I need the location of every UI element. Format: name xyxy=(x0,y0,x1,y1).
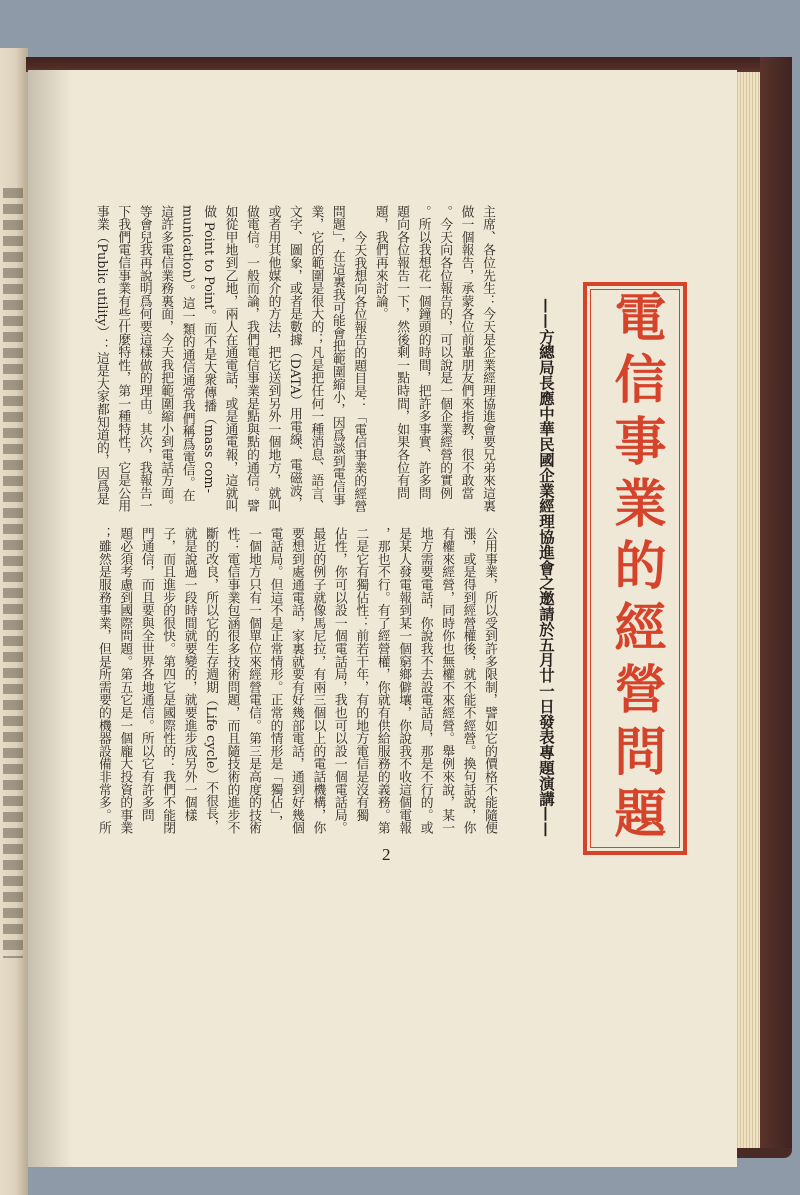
body-column: 這許多電信業務裏面，今天我把範圍縮小到電話方面。 xyxy=(158,205,174,513)
page-number: 2 xyxy=(382,845,391,864)
body-column: 如從甲地到乙地，兩人在通電話，或是通電報，這就叫 xyxy=(222,205,238,513)
body-column: 業，它的範圍是很大的；凡是把任何一種消息、語言、 xyxy=(308,205,324,513)
facing-page-text-fragments xyxy=(3,188,23,958)
body-text-upper-block xyxy=(90,205,498,517)
body-column: 今天我想向各位報告的題目是：「電信事業的經營 xyxy=(351,230,367,513)
body-column: 是某人發電報到某一個窮鄉僻壤，你說我不收這個電報 xyxy=(396,527,412,835)
body-column: ；雖然是服務事業，但是所需要的機器設備非常多。所 xyxy=(95,527,111,835)
body-column: 事業（Public utility）：這是大家都知道的，因爲是 xyxy=(93,205,109,506)
article-subtitle: ——方總局長應中華民國企業經理協進會之邀請於五月廿一日發表專題演講—— xyxy=(537,298,555,837)
body-column: 子，而且進步的很快。第四它是國際性的：我們不能閉 xyxy=(160,527,176,835)
body-column: 二是它有獨佔性：前若干年，有的地方電信是沒有獨 xyxy=(353,527,369,822)
body-column: 就是說過一段時間就要變的，就要進步成另外一個樣 xyxy=(181,527,197,822)
body-column: 等會兒我再說明爲何要這樣做的理由。其次，我報告一 xyxy=(136,205,152,513)
body-column: 佔性，你可以設一個電話局，我也可以設一個電話局。 xyxy=(331,527,347,835)
body-column: 做一個報告，承蒙各位前輩朋友們來指教，很不敢當 xyxy=(458,205,474,500)
page-stack-edges xyxy=(735,72,761,1150)
title-box xyxy=(583,282,687,855)
article-title: 電信事業的經營問題 xyxy=(605,289,665,848)
body-column: 公用事業，所以受到許多限制，譬如它的價格不能隨便 xyxy=(482,527,497,835)
body-column: 問題」，在這裏我可能會把範圍縮小，因爲談到電信事 xyxy=(329,205,345,506)
body-column: 門通信，而且要與全世界各地通信。所以它有許多問 xyxy=(138,527,154,822)
body-column: 文字、圖象，或者是數據（DATA）用電線、電磁波， xyxy=(286,205,302,510)
body-column: 電話局。但這不是正常情形。正常的情形是「獨佔」， xyxy=(267,527,283,828)
book-cover-right-edge xyxy=(760,57,792,1155)
body-column: 要想到處通電話，家裏就要有好幾部電話，通到好幾個 xyxy=(288,527,304,835)
book-cover-bottom-corner xyxy=(737,1148,792,1158)
body-column: 下我們電信事業有些什麼特性，第一種特性，它是公用 xyxy=(115,205,131,513)
body-column: 做電信。一般而論，我們電信事業是點與點的通信。譬 xyxy=(244,205,260,513)
body-column: 。今天向各位報告的，可以說是一個企業經營的實例 xyxy=(437,205,453,500)
body-column: 題必須考慮到國際問題。第五它是一個龐大投資的事業 xyxy=(117,527,133,835)
facing-page-edge xyxy=(0,48,28,1195)
body-text-lower-block xyxy=(92,527,500,839)
body-column: 一個地方只有一個單位來經營電信。第三是高度的技術 xyxy=(246,527,262,835)
body-column: 斷的改良，所以它的生存週期（Life cycle）不很長， xyxy=(203,527,219,833)
body-column: 或者用其他媒介的方法，把它送到另外一個地方，就叫 xyxy=(265,205,281,513)
body-column: 做 Point to Point。而不是大衆傳播（mass com- xyxy=(201,205,217,493)
body-column: 最近的例子就像馬尼拉，有兩三個以上的電話機構，你 xyxy=(310,527,326,835)
body-column: 性：電信事業包涵很多技術問題，而且隨技術的進步不 xyxy=(224,527,240,835)
body-column: ，那也不行。有了經營權，你就有供給服務的義務。第 xyxy=(374,527,390,835)
body-column: 。所以我想花一個鐘頭的時間，把許多事實、許多問 xyxy=(415,205,431,500)
body-column: munication）。這一類的通信通常我們稱爲電信。在 xyxy=(179,205,195,502)
body-column: 題，我們再來討論。 xyxy=(372,205,388,321)
body-column: 漲，或是得到經營權後，就不能不經營。換句話說，你 xyxy=(460,527,476,835)
body-column: 有權來經營，同時你也無權不來經營。舉例來說，某一 xyxy=(439,527,455,835)
body-column: 地方需要電話，你說我不去設電話局，那是不行的。或 xyxy=(417,527,433,835)
body-column: 主席、各位先生：今天是企業經理協進會要兄弟來這裏 xyxy=(480,205,495,513)
body-column: 題向各位報告一下，然後剩一點時間，如果各位有問 xyxy=(394,205,410,500)
